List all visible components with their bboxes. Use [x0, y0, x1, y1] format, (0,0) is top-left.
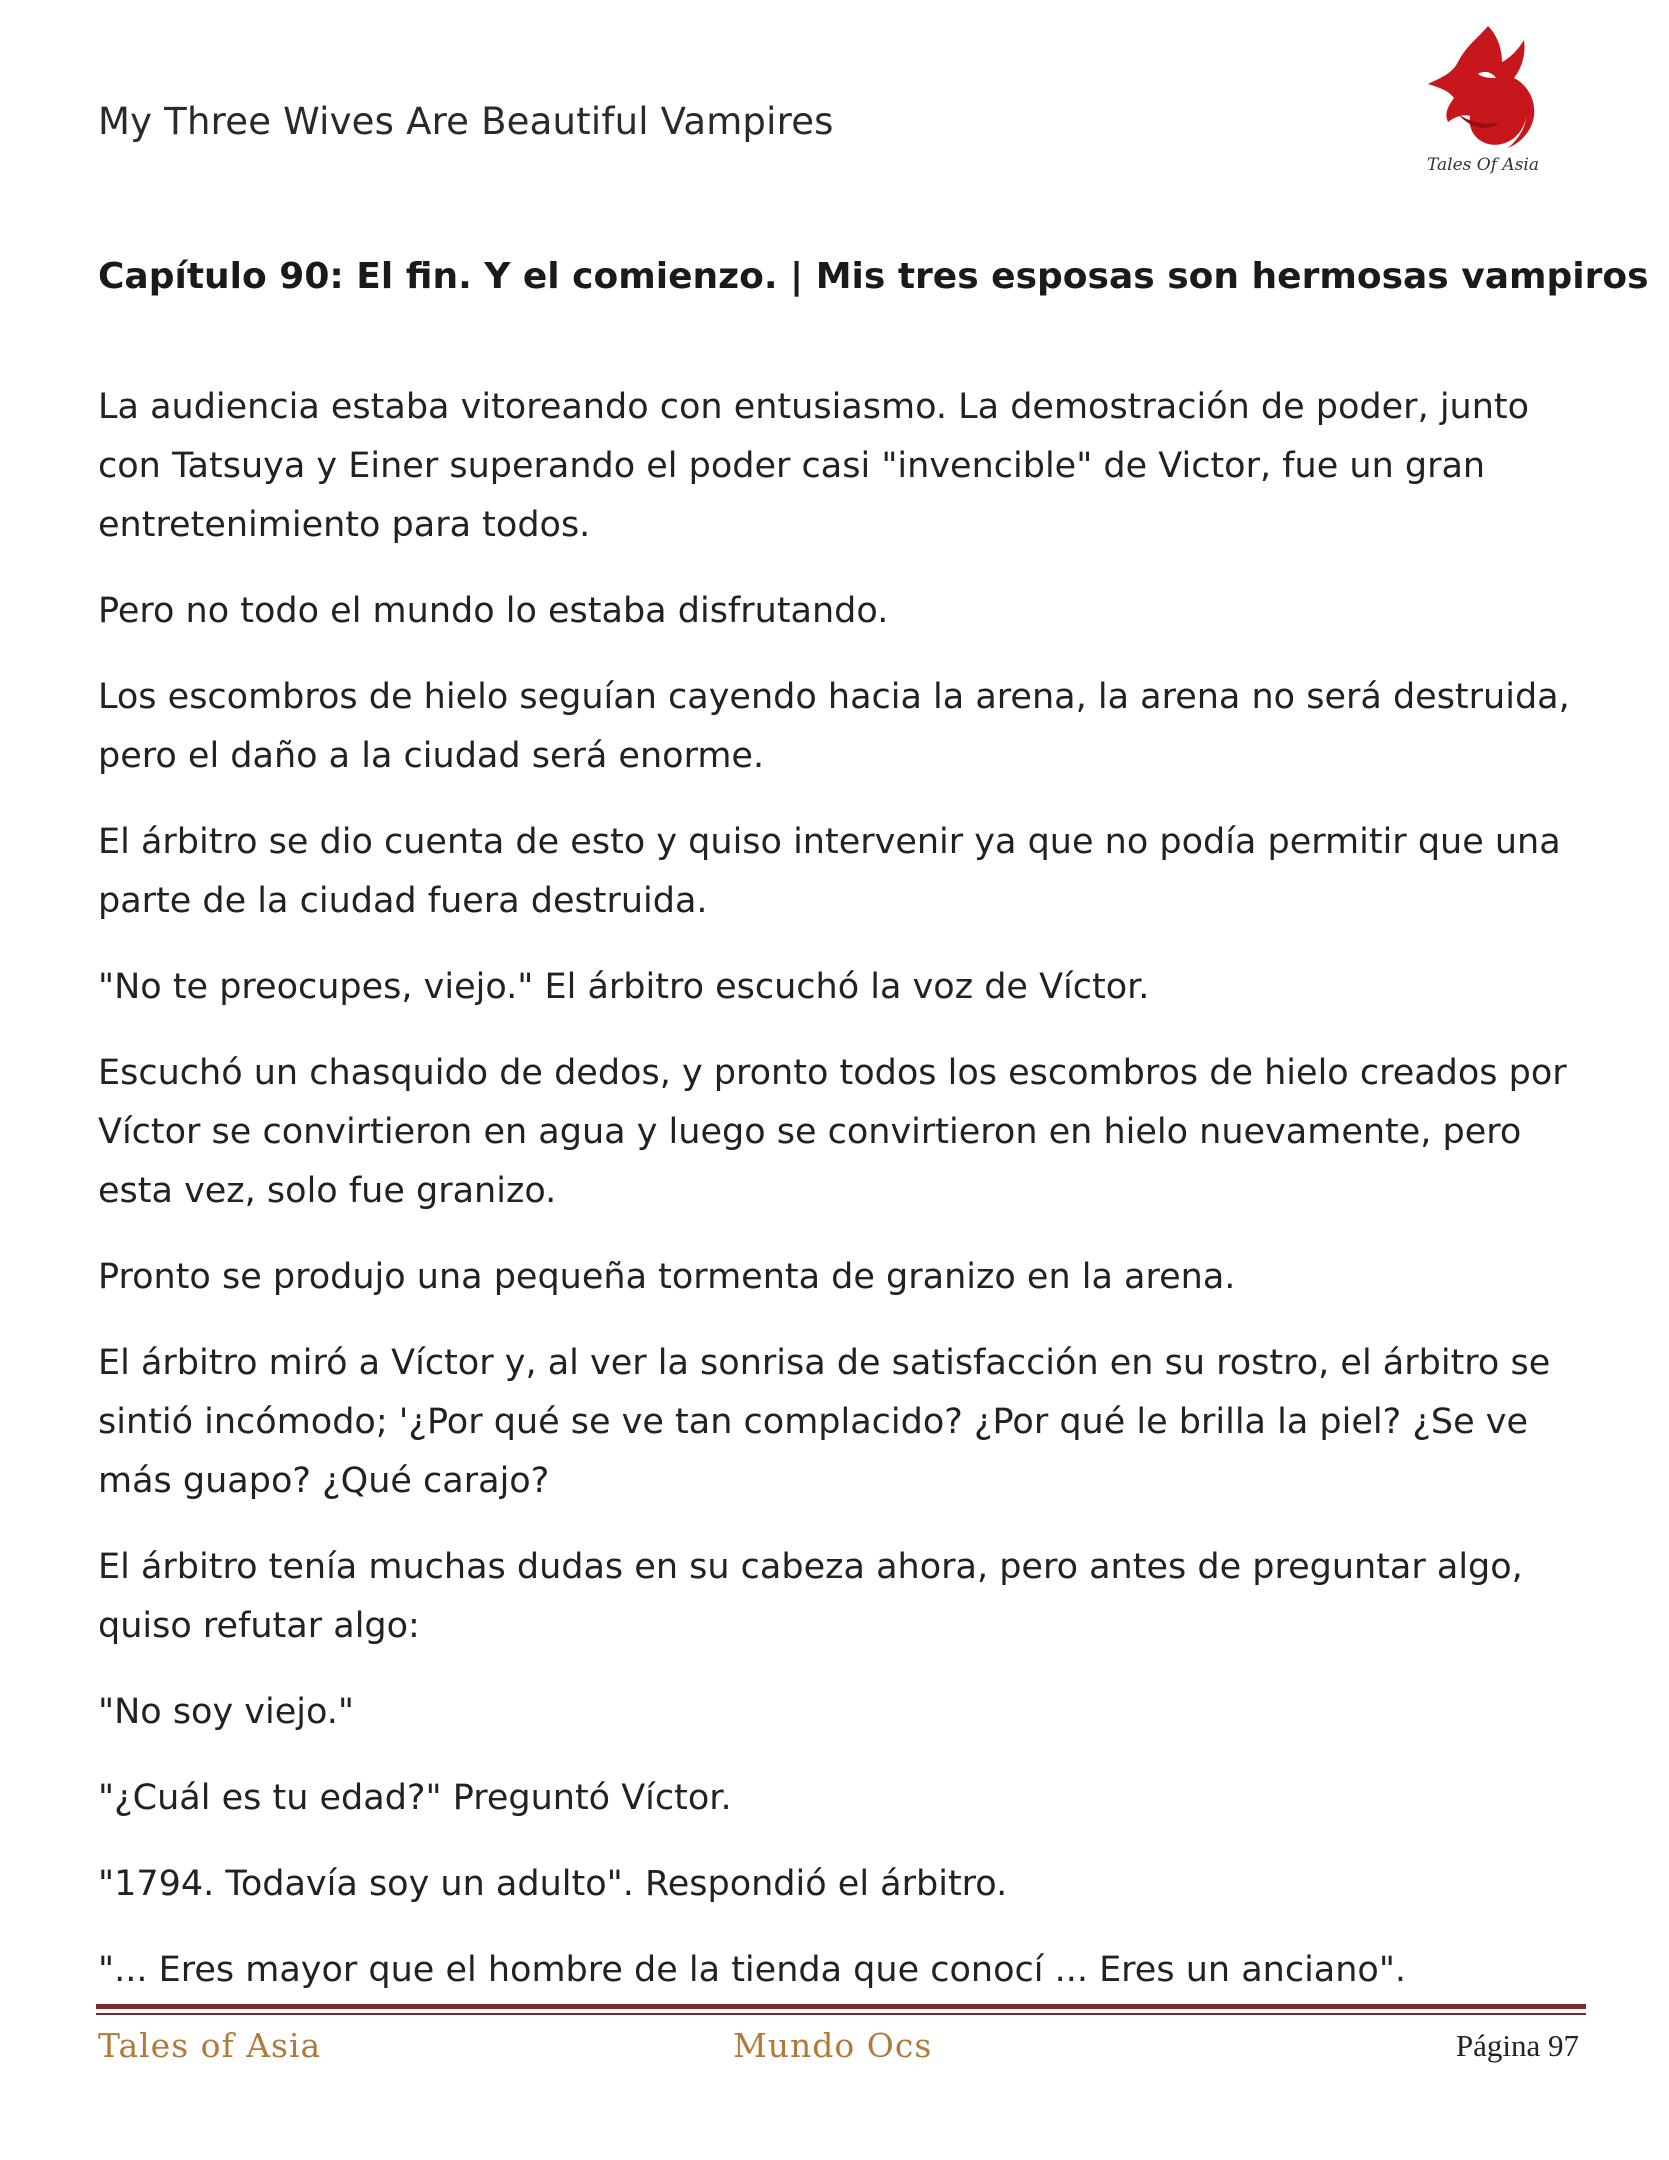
tales-of-asia-logo — [1418, 18, 1548, 178]
logo-text: Tales Of Asia — [1427, 155, 1539, 175]
paragraph: "1794. Todavía soy un adulto". Respondió el árbitro. — [98, 1864, 1008, 1904]
paragraph: El árbitro tenía muchas dudas en su cabeza ahora, pero antes de preguntar algo, quiso refutar algo: — [98, 1547, 1523, 1646]
paragraph: La audiencia estaba vitoreando con entusiasmo. La demostración de poder, junto con Tatsuya y Einer superando el poder casi "invencible" de Victor, fue un gran entretenimiento para todos. — [98, 387, 1530, 545]
paragraph: El árbitro se dio cuenta de esto y quiso intervenir ya que no podía permitir que una parte de la ciudad fuera destruida. — [98, 822, 1561, 921]
chapter-body — [98, 378, 1588, 2027]
footer-site-name: Tales of Asia — [98, 2026, 322, 2065]
paragraph: Pronto se produjo una pequeña tormenta de granizo en la arena. — [98, 1257, 1236, 1297]
footer-divider — [96, 2004, 1586, 2009]
paragraph: Los escombros de hielo seguían cayendo hacia la arena, la arena no será destruida, pero el daño a la ciudad será enorme. — [98, 677, 1570, 776]
paragraph: "¿Cuál es tu edad?" Preguntó Víctor. — [98, 1778, 732, 1818]
paragraph: "... Eres mayor que el hombre de la tienda que conocí ... Eres un anciano". — [98, 1950, 1407, 1990]
paragraph: Pero no todo el mundo lo estaba disfrutando. — [98, 591, 889, 631]
chapter-title: Capítulo 90: El fin. Y el comienzo. | Mis tres esposas son hermosas vampiros — [98, 256, 1649, 297]
paragraph: Escuchó un chasquido de dedos, y pronto todos los escombros de hielo creados por Víctor se convirtieron en agua y luego se convirtieron en hielo nuevamente, pero esta vez, solo fue granizo. — [98, 1053, 1567, 1211]
book-title: My Three Wives Are Beautiful Vampires — [98, 100, 834, 143]
footer-section-name: Mundo Ocs — [733, 2026, 933, 2065]
red-dragon-icon — [1418, 18, 1548, 178]
footer-divider-thin — [96, 2013, 1586, 2015]
paragraph: El árbitro miró a Víctor y, al ver la sonrisa de satisfacción en su rostro, el árbitro se sintió incómodo; '¿Por qué se ve tan complacido? ¿Por qué le brilla la piel? ¿Se ve más guapo? ¿Qué carajo? — [98, 1343, 1551, 1501]
paragraph: "No te preocupes, viejo." El árbitro escuchó la voz de Víctor. — [98, 967, 1150, 1007]
page-number: Página 97 — [1455, 2028, 1579, 2063]
paragraph: "No soy viejo." — [98, 1692, 355, 1732]
